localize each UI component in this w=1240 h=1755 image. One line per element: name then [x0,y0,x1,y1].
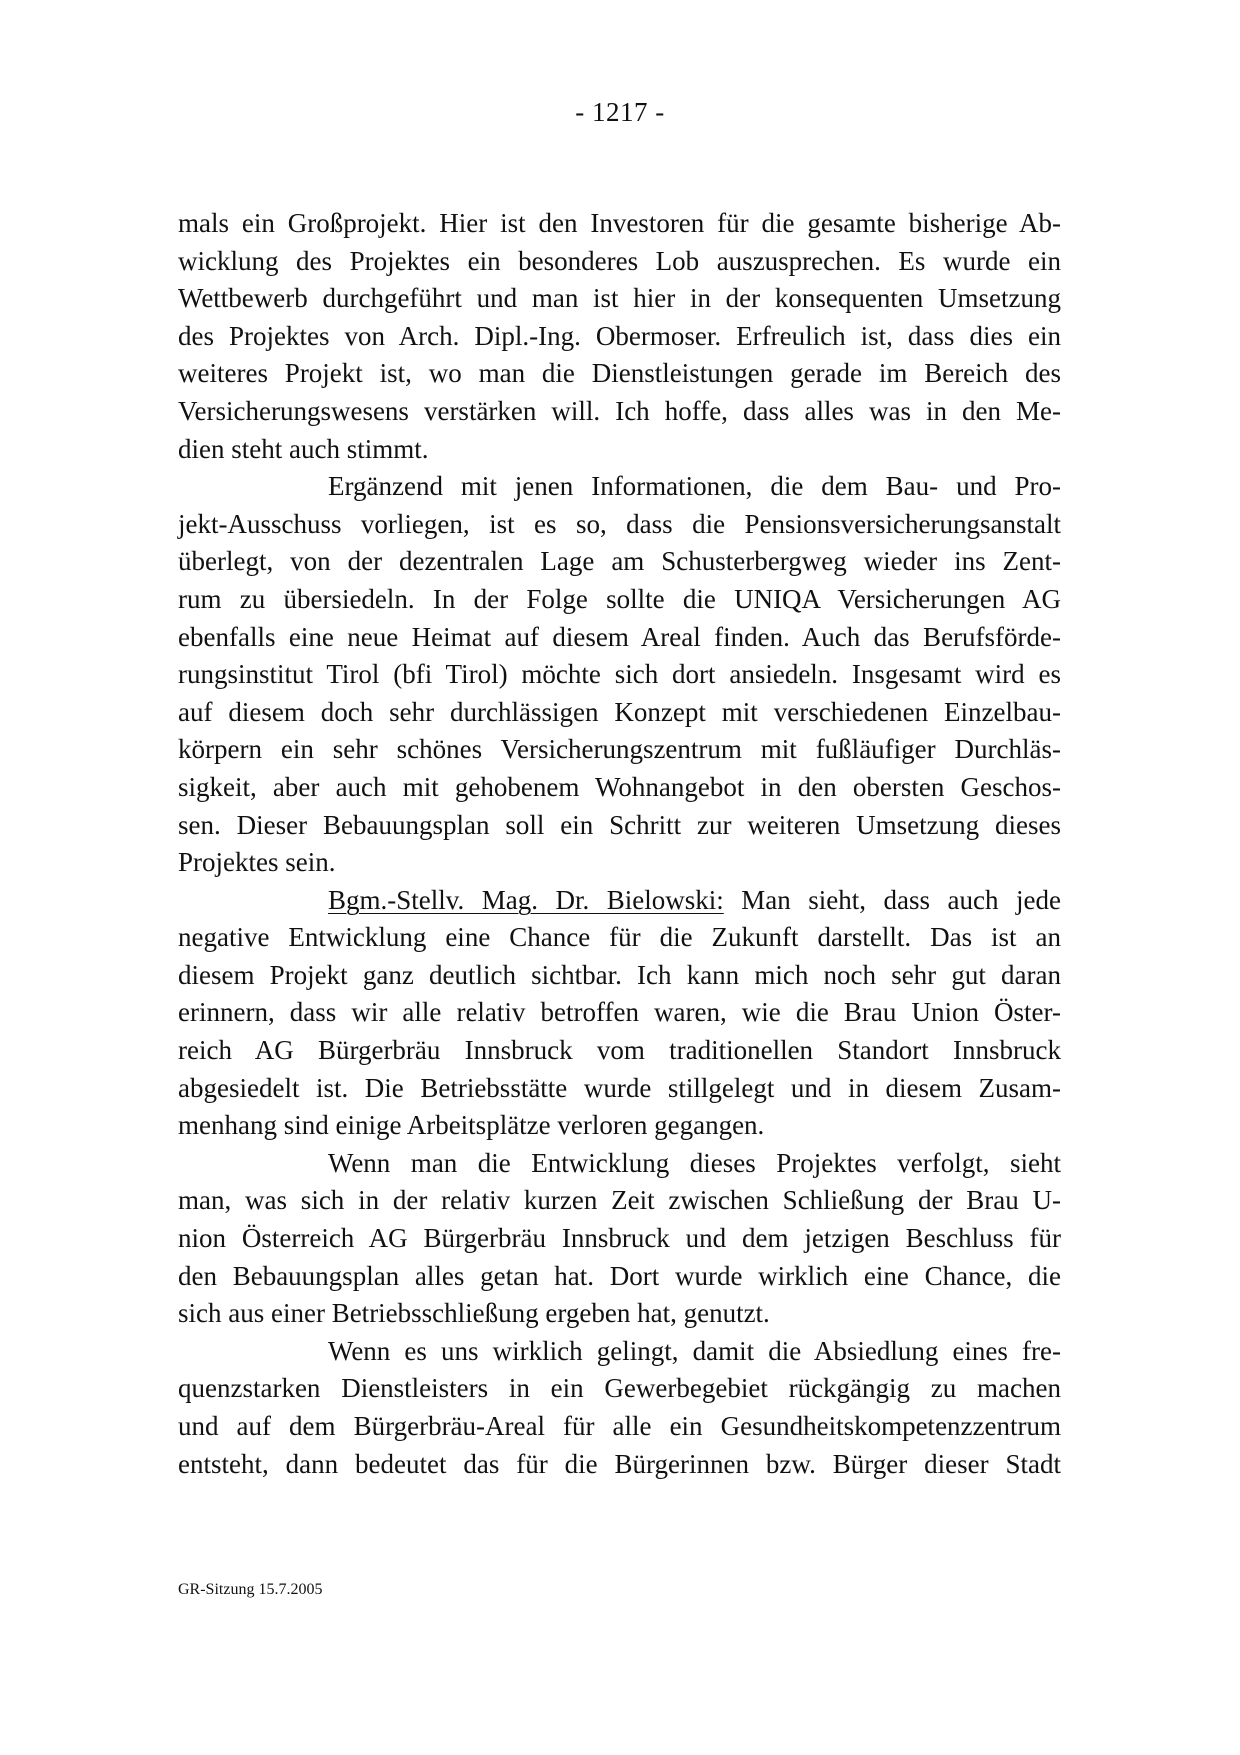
text-line: negative Entwicklung eine Chance für die Zukunft darstellt. Das ist an [178,922,1061,953]
text-line: Ergänzend mit jenen Informationen, die dem Bau- und Pro- [328,471,1061,502]
text-line: dien steht auch stimmt. [178,433,429,464]
text-line: des Projektes von Arch. Dipl.-Ing. Obermoser. Erfreulich ist, dass dies ein [178,320,1061,351]
text-line: mals ein Großprojekt. Hier ist den Investoren für die gesamte bisherige Ab- [178,208,1061,238]
text-line: Projektes sein. [178,847,336,878]
text-line: den Bebauungsplan alles getan hat. Dort wurde wirklich eine Chance, die [178,1260,1061,1291]
text-line: Versicherungswesens verstärken will. Ich hoffe, dass alles was in den Me- [178,395,1061,426]
text-line: weiteres Projekt ist, wo man die Dienstleistungen gerade im Bereich des [178,358,1061,389]
text-line: Wettbewerb durchgeführt und man ist hier in der konsequenten Umsetzung [178,283,1061,314]
speaker-name: Bgm.-Stellv. Mag. Dr. Bielowski: [328,884,724,915]
speaker-line-text: Man sieht, dass auch jede [723,884,1062,915]
footer-session-date: GR-Sitzung 15.7.2005 [178,1581,323,1598]
text-line: jekt-Ausschuss vorliegen, ist es so, dass die Pensionsversicherungsanstalt [178,508,1061,539]
text-line: abgesiedelt ist. Die Betriebsstätte wurde stillgelegt und in diesem Zusam- [178,1072,1061,1103]
text-line: entsteht, dann bedeutet das für die Bürgerinnen bzw. Bürger dieser Stadt [178,1448,1061,1479]
text-line: erinnern, dass wir alle relativ betroffen waren, wie die Brau Union Öster- [178,997,1061,1028]
text-line: überlegt, von der dezentralen Lage am Schusterbergweg wieder ins Zent- [178,546,1061,577]
text-line: man, was sich in der relativ kurzen Zeit zwischen Schließung der Brau U- [178,1185,1061,1216]
text-line: reich AG Bürgerbräu Innsbruck vom traditionellen Standort Innsbruck [178,1035,1061,1066]
text-line: körpern ein sehr schönes Versicherungszentrum mit fußläufiger Durchläs- [178,734,1061,765]
text-line: rum zu übersiedeln. In der Folge sollte die UNIQA Versicherungen AG [178,583,1061,614]
text-line: rungsinstitut Tirol (bfi Tirol) möchte sich dort ansiedeln. Insgesamt wird es [178,659,1061,690]
text-line: diesem Projekt ganz deutlich sichtbar. Ich kann mich noch sehr gut daran [178,959,1061,990]
text-line: sen. Dieser Bebauungsplan soll ein Schritt zur weiteren Umsetzung dieses [178,809,1061,840]
text-line: wicklung des Projektes ein besonderes Lob auszusprechen. Es wurde ein [178,245,1061,276]
document-body [178,205,1061,1483]
text-line: menhang sind einige Arbeitsplätze verloren gegangen. [178,1110,765,1141]
text-line: ebenfalls eine neue Heimat auf diesem Areal finden. Auch das Berufsförde- [178,621,1061,652]
text-line: sich aus einer Betriebsschließung ergeben hat, genutzt. [178,1298,770,1329]
speaker-line [178,882,1061,920]
text-line: Wenn man die Entwicklung dieses Projektes verfolgt, sieht [328,1147,1061,1178]
text-line: sigkeit, aber auch mit gehobenem Wohnangebot in den obersten Geschos- [178,771,1061,802]
page-number: - 1217 - [575,97,665,127]
text-line: Wenn es uns wirklich gelingt, damit die Absiedlung eines fre- [328,1335,1061,1366]
text-line: quenzstarken Dienstleisters in ein Gewerbegebiet rückgängig zu machen [178,1373,1061,1404]
text-line: nion Österreich AG Bürgerbräu Innsbruck und dem jetzigen Beschluss für [178,1223,1061,1254]
text-line: auf diesem doch sehr durchlässigen Konzept mit verschiedenen Einzelbau- [178,696,1061,727]
text-line: und auf dem Bürgerbräu-Areal für alle ein Gesundheitskompetenzzentrum [178,1411,1061,1441]
